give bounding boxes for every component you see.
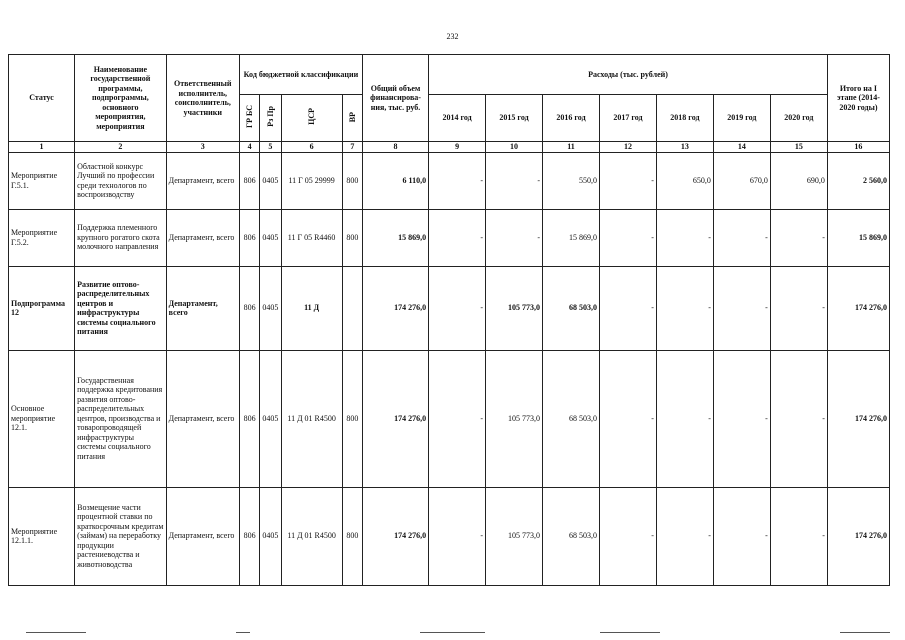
row-name: Областной конкурс Лучший по профессии среди технологов по воспроизводству	[75, 152, 167, 209]
row-rzpr: 0405	[260, 487, 281, 585]
column-number: 12	[599, 142, 656, 153]
row-rzpr: 0405	[260, 266, 281, 350]
row-stage-total: 15 869,0	[827, 209, 889, 266]
table-row	[9, 209, 890, 266]
row-year-value: -	[770, 487, 827, 585]
row-grbs: 806	[239, 152, 259, 209]
row-vr: 800	[342, 350, 362, 487]
row-status: Мероприятие Г.5.2.	[9, 209, 75, 266]
column-number: 1	[9, 142, 75, 153]
header-name: Наименование государственной программы, подпрограммы, основного мероприятия, мероприятия	[75, 55, 167, 142]
row-name: Возмещение части процентной ставки по краткосрочным кредитам (займам) на переработку продукции растениеводства и животноводства	[75, 487, 167, 585]
row-year-value: 690,0	[770, 152, 827, 209]
row-csr: 11 Д 01 R4500	[281, 350, 342, 487]
row-name: Государственная поддержка кредитования развития оптово-распределительных центров, производства и товаропроводящей инфраструктуры системы социального питания	[75, 350, 167, 487]
column-number: 3	[166, 142, 239, 153]
footer-rule	[420, 632, 485, 633]
row-grbs: 806	[239, 266, 259, 350]
row-rzpr: 0405	[260, 152, 281, 209]
header-rzpr: Рз Пр	[260, 95, 281, 142]
row-grbs: 806	[239, 487, 259, 585]
header-status: Статус	[9, 55, 75, 142]
row-responsible: Департамент, всего	[166, 350, 239, 487]
column-number: 6	[281, 142, 342, 153]
header-year: 2020 год	[770, 95, 827, 142]
row-name: Поддержка племенного крупного рогатого скота молочного направления	[75, 209, 167, 266]
column-number: 15	[770, 142, 827, 153]
row-year-value: -	[713, 266, 770, 350]
row-year-value: -	[429, 209, 486, 266]
row-year-value: 68 503,0	[543, 487, 600, 585]
header-year: 2014 год	[429, 95, 486, 142]
row-stage-total: 174 276,0	[827, 487, 889, 585]
row-year-value: -	[713, 209, 770, 266]
row-year-value: -	[713, 350, 770, 487]
header-total: Общий объем финансирова-ния, тыс. руб.	[363, 55, 429, 142]
row-year-value: 550,0	[543, 152, 600, 209]
row-year-value: -	[770, 209, 827, 266]
row-year-value: -	[599, 487, 656, 585]
column-number-row	[9, 142, 890, 153]
row-total: 6 110,0	[363, 152, 429, 209]
row-year-value: -	[486, 209, 543, 266]
footer-rule	[236, 632, 250, 633]
row-csr: 11 Д	[281, 266, 342, 350]
row-year-value: -	[429, 152, 486, 209]
row-year-value: 105 773,0	[486, 266, 543, 350]
row-status: Мероприятие 12.1.1.	[9, 487, 75, 585]
budget-table	[8, 54, 890, 586]
row-stage-total: 2 560,0	[827, 152, 889, 209]
header-responsible: Ответственный исполнитель, соисполнитель, участники	[166, 55, 239, 142]
header-vr: ВР	[342, 95, 362, 142]
row-grbs: 806	[239, 350, 259, 487]
row-total: 15 869,0	[363, 209, 429, 266]
table-row	[9, 152, 890, 209]
row-year-value: 670,0	[713, 152, 770, 209]
row-year-value: -	[429, 350, 486, 487]
table-row	[9, 350, 890, 487]
column-number: 9	[429, 142, 486, 153]
header-expenses: Расходы (тыс. рублей)	[429, 55, 828, 95]
row-status: Мероприятие Г.5.1.	[9, 152, 75, 209]
header-budget-code: Код бюджетной классификации	[239, 55, 362, 95]
row-csr: 11 Г 05 29999	[281, 152, 342, 209]
row-year-value: -	[770, 350, 827, 487]
row-year-value: -	[656, 350, 713, 487]
footer-rule	[840, 632, 890, 633]
column-number: 14	[713, 142, 770, 153]
row-total: 174 276,0	[363, 266, 429, 350]
row-year-value: 15 869,0	[543, 209, 600, 266]
footer-rule	[26, 632, 86, 633]
row-name: Развитие оптово-распределительных центров и инфраструктуры системы социального питания	[75, 266, 167, 350]
row-vr: 800	[342, 209, 362, 266]
row-year-value: 105 773,0	[486, 350, 543, 487]
row-rzpr: 0405	[260, 209, 281, 266]
row-year-value: -	[713, 487, 770, 585]
table-row	[9, 266, 890, 350]
row-stage-total: 174 276,0	[827, 266, 889, 350]
row-responsible: Департамент, всего	[166, 209, 239, 266]
row-status: Подпрограмма 12	[9, 266, 75, 350]
column-number: 5	[260, 142, 281, 153]
header-year: 2017 год	[599, 95, 656, 142]
column-number: 7	[342, 142, 362, 153]
column-number: 13	[656, 142, 713, 153]
header-csr: ЦСР	[281, 95, 342, 142]
row-vr: 800	[342, 487, 362, 585]
column-number: 2	[75, 142, 167, 153]
column-number: 11	[543, 142, 600, 153]
column-number: 10	[486, 142, 543, 153]
row-year-value: -	[429, 266, 486, 350]
header-grbs: ГР БС	[239, 95, 259, 142]
row-year-value: -	[599, 350, 656, 487]
row-vr: 800	[342, 152, 362, 209]
column-number: 4	[239, 142, 259, 153]
row-responsible: Департамент, всего	[166, 266, 239, 350]
header-stage-total: Итого на I этапе (2014-2020 годы)	[827, 55, 889, 142]
row-year-value: 68 503,0	[543, 266, 600, 350]
row-grbs: 806	[239, 209, 259, 266]
row-rzpr: 0405	[260, 350, 281, 487]
footer-rule	[600, 632, 660, 633]
row-year-value: -	[599, 209, 656, 266]
row-year-value: -	[486, 152, 543, 209]
row-vr	[342, 266, 362, 350]
header-year: 2019 год	[713, 95, 770, 142]
column-number: 16	[827, 142, 889, 153]
row-year-value: 105 773,0	[486, 487, 543, 585]
row-csr: 11 Г 05 R4460	[281, 209, 342, 266]
header-year: 2016 год	[543, 95, 600, 142]
row-year-value: -	[599, 152, 656, 209]
row-year-value: 68 503,0	[543, 350, 600, 487]
page-number: 232	[446, 32, 459, 41]
column-number: 8	[363, 142, 429, 153]
row-year-value: -	[770, 266, 827, 350]
row-stage-total: 174 276,0	[827, 350, 889, 487]
row-year-value: -	[429, 487, 486, 585]
row-responsible: Департамент, всего	[166, 487, 239, 585]
header-year: 2015 год	[486, 95, 543, 142]
table-row	[9, 487, 890, 585]
row-year-value: -	[656, 266, 713, 350]
row-year-value: -	[599, 266, 656, 350]
row-total: 174 276,0	[363, 350, 429, 487]
row-year-value: -	[656, 487, 713, 585]
header-year: 2018 год	[656, 95, 713, 142]
row-total: 174 276,0	[363, 487, 429, 585]
row-year-value: -	[656, 209, 713, 266]
row-status: Основное мероприятие 12.1.	[9, 350, 75, 487]
row-csr: 11 Д 01 R4500	[281, 487, 342, 585]
row-responsible: Департамент, всего	[166, 152, 239, 209]
row-year-value: 650,0	[656, 152, 713, 209]
